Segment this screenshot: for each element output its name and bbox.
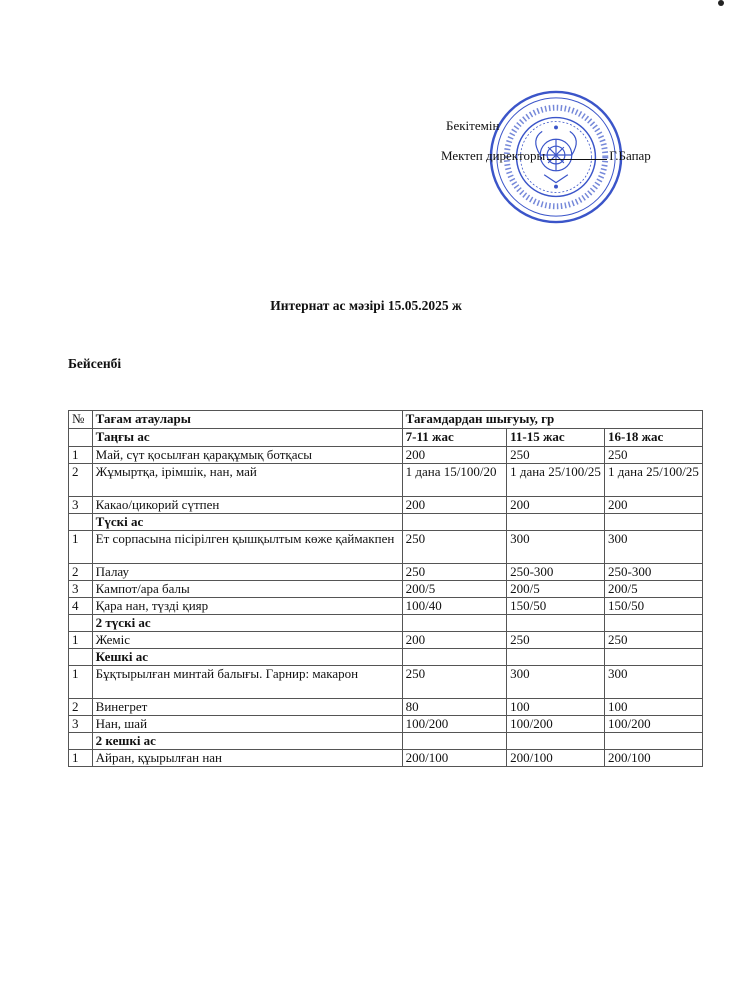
portion-value: 200 — [402, 497, 506, 514]
portion-value: 150/50 — [605, 598, 703, 615]
table-row — [69, 464, 703, 497]
section-name: Кешкі ас — [92, 649, 402, 666]
portion-value: 1 дана 25/100/25 — [605, 464, 703, 497]
portion-value: 100 — [507, 699, 605, 716]
table-row — [69, 581, 703, 598]
row-number: 1 — [69, 632, 93, 649]
director-signature-line — [441, 148, 651, 164]
portion-value: 250 — [402, 564, 506, 581]
section-name: 2 кешкі ас — [92, 733, 402, 750]
age-group-header: 7-11 жас — [402, 429, 506, 447]
dish-name: Палау — [92, 564, 402, 581]
dish-name: Нан, шай — [92, 716, 402, 733]
empty-cell — [402, 733, 506, 750]
age-group-header: 11-15 жас — [507, 429, 605, 447]
row-number: 2 — [69, 564, 93, 581]
portion-value: 250 — [402, 531, 506, 564]
portion-value: 1 дана 25/100/25 — [507, 464, 605, 497]
portion-value: 250 — [605, 447, 703, 464]
row-number: 1 — [69, 666, 93, 699]
portion-value: 200/5 — [605, 581, 703, 598]
row-number: 1 — [69, 447, 93, 464]
portion-value: 200 — [402, 632, 506, 649]
section-row — [69, 514, 703, 531]
empty-cell — [507, 649, 605, 666]
col-dish-header: Тағам атаулары — [92, 411, 402, 429]
portion-value: 1 дана 15/100/20 — [402, 464, 506, 497]
row-number: 3 — [69, 581, 93, 598]
row-number: 4 — [69, 598, 93, 615]
portion-value: 250-300 — [605, 564, 703, 581]
table-row — [69, 666, 703, 699]
portion-value: 100/200 — [402, 716, 506, 733]
age-group-header: 16-18 жас — [605, 429, 703, 447]
table-header-row — [69, 411, 703, 429]
dish-name: Айран, құырылған нан — [92, 750, 402, 767]
portion-value: 100/200 — [507, 716, 605, 733]
dish-name: Винегрет — [92, 699, 402, 716]
portion-value: 150/50 — [507, 598, 605, 615]
section-number-cell — [69, 615, 93, 632]
portion-value: 200 — [605, 497, 703, 514]
empty-cell — [402, 514, 506, 531]
row-number: 3 — [69, 497, 93, 514]
portion-value: 200 — [402, 447, 506, 464]
table-row — [69, 564, 703, 581]
director-name: Г.Бапар — [609, 148, 651, 163]
section-number-cell — [69, 514, 93, 531]
portion-value: 300 — [507, 531, 605, 564]
portion-value: 250 — [402, 666, 506, 699]
section-row — [69, 429, 703, 447]
section-row — [69, 733, 703, 750]
row-number: 2 — [69, 699, 93, 716]
table-row — [69, 531, 703, 564]
section-name: Түскі ас — [92, 514, 402, 531]
weekday-label: Бейсенбі — [68, 356, 122, 371]
portion-value: 250 — [507, 632, 605, 649]
portion-value: 250 — [507, 447, 605, 464]
section-name: Таңғы ас — [92, 429, 402, 447]
section-name: 2 түскі ас — [92, 615, 402, 632]
portion-value: 200/100 — [402, 750, 506, 767]
table-row — [69, 598, 703, 615]
table-row — [69, 750, 703, 767]
portion-value: 300 — [605, 531, 703, 564]
portion-value: 200/100 — [507, 750, 605, 767]
portion-value: 80 — [402, 699, 506, 716]
empty-cell — [507, 615, 605, 632]
empty-cell — [605, 733, 703, 750]
row-number: 1 — [69, 531, 93, 564]
portion-value: 300 — [605, 666, 703, 699]
dish-name: Жеміс — [92, 632, 402, 649]
table-row — [69, 447, 703, 464]
menu-table — [68, 410, 703, 767]
page-title: Интернат ас мәзірі 15.05.2025 ж — [270, 298, 462, 313]
portion-value: 250-300 — [507, 564, 605, 581]
portion-value: 200/5 — [507, 581, 605, 598]
menu-table-body — [69, 411, 703, 767]
portion-value: 200 — [507, 497, 605, 514]
empty-cell — [402, 615, 506, 632]
dish-name: Кампот/ара балы — [92, 581, 402, 598]
table-row — [69, 716, 703, 733]
portion-value: 100/200 — [605, 716, 703, 733]
section-number-cell — [69, 733, 93, 750]
empty-cell — [605, 514, 703, 531]
col-number-header: № — [69, 411, 93, 429]
director-label: Мектеп директоры — [441, 148, 546, 163]
portion-value: 100 — [605, 699, 703, 716]
empty-cell — [605, 649, 703, 666]
dish-name: Май, сүт қосылған қарақұмық ботқасы — [92, 447, 402, 464]
section-number-cell — [69, 649, 93, 666]
dish-name: Қара нан, түзді қияр — [92, 598, 402, 615]
table-row — [69, 699, 703, 716]
signature-blank — [547, 149, 607, 160]
portion-value: 300 — [507, 666, 605, 699]
approval-label: Бекітемін — [446, 118, 500, 133]
empty-cell — [507, 733, 605, 750]
table-row — [69, 497, 703, 514]
row-number: 2 — [69, 464, 93, 497]
table-row — [69, 632, 703, 649]
empty-cell — [507, 514, 605, 531]
portion-value: 200/5 — [402, 581, 506, 598]
scan-mark — [718, 0, 724, 6]
dish-name: Жұмыртқа, ірімшік, нан, май — [92, 464, 402, 497]
dish-name: Бұқтырылған минтай балығы. Гарнир: макарон — [92, 666, 402, 699]
portion-value: 200/100 — [605, 750, 703, 767]
portion-value: 100/40 — [402, 598, 506, 615]
dish-name: Ет сорпасына пісірілген қышқылтым көже қаймакпен — [92, 531, 402, 564]
col-yield-header: Тағамдардан шығуыу, гр — [402, 411, 702, 429]
section-row — [69, 615, 703, 632]
dish-name: Какао/цикорий сүтпен — [92, 497, 402, 514]
section-row — [69, 649, 703, 666]
empty-cell — [402, 649, 506, 666]
empty-cell — [605, 615, 703, 632]
section-number-cell — [69, 429, 93, 447]
row-number: 1 — [69, 750, 93, 767]
row-number: 3 — [69, 716, 93, 733]
portion-value: 250 — [605, 632, 703, 649]
